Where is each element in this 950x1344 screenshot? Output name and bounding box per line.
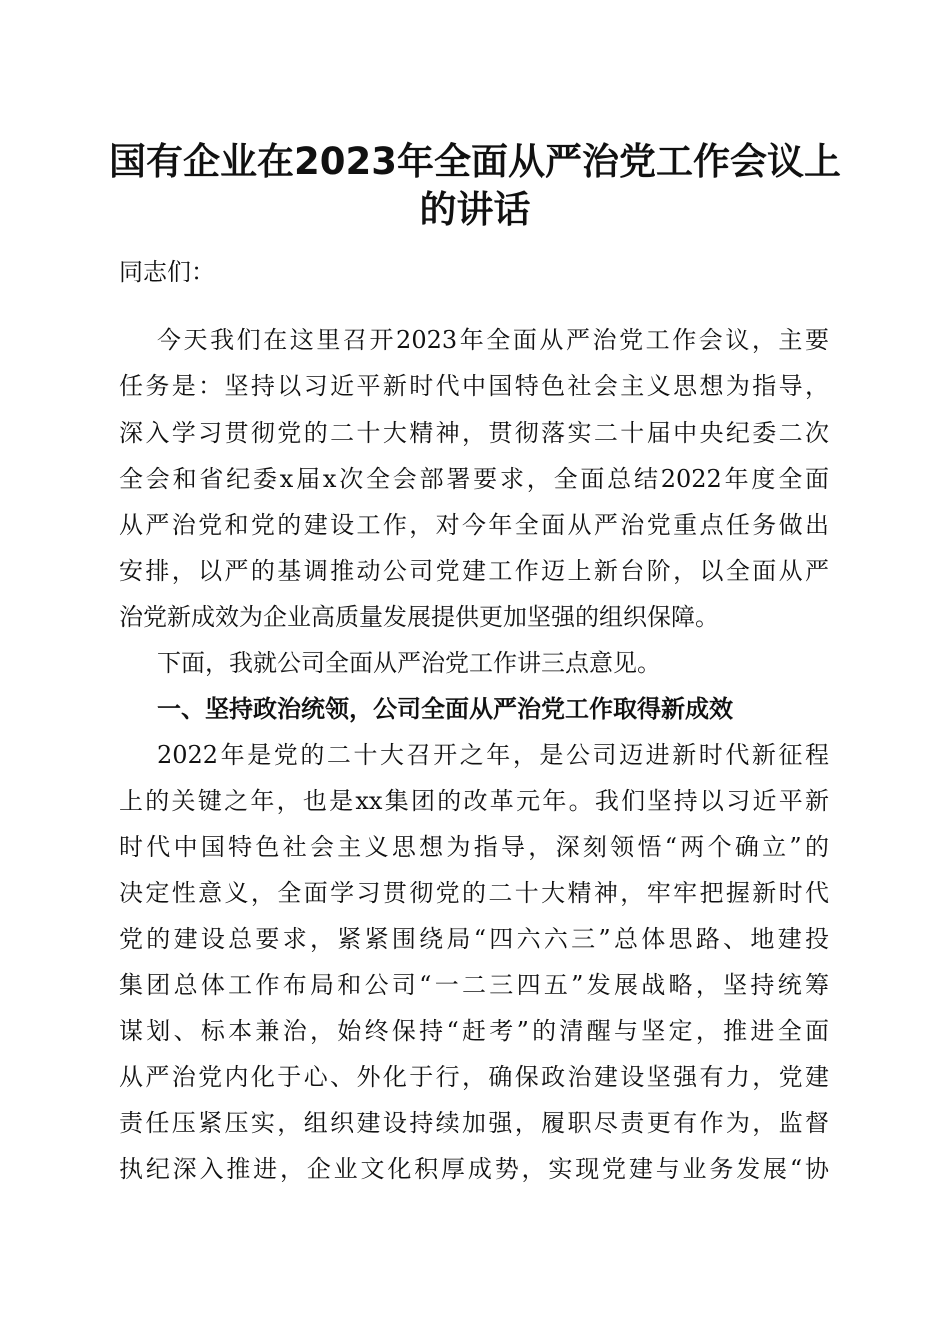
paragraph-line: 执纪深入推进，企业文化积厚成势，实现党建与业务发展“协 — [119, 1155, 829, 1183]
paragraph-line: 2022年是党的二十大召开之年，是公司迈进新时代新征程 — [157, 741, 829, 769]
paragraph-line: 时代中国特色社会主义思想为指导，深刻领悟“两个确立”的 — [119, 833, 829, 861]
paragraph-line: 从严治党和党的建设工作，对今年全面从严治党重点任务做出 — [119, 511, 829, 539]
section-heading: 一、坚持政治统领，公司全面从严治党工作取得新成效 — [157, 695, 733, 723]
paragraph-line: 全会和省纪委x届x次全会部署要求，全面总结2022年度全面 — [119, 465, 829, 493]
paragraph-line: 上的关键之年，也是xx集团的改革元年。我们坚持以习近平新 — [119, 787, 829, 815]
paragraph-line: 集团总体工作布局和公司“一二三四五”发展战略，坚持统筹 — [119, 971, 829, 999]
paragraph-line: 今天我们在这里召开2023年全面从严治党工作会议，主要 — [157, 326, 829, 354]
paragraph-line: 决定性意义，全面学习贯彻党的二十大精神，牢牢把握新时代 — [119, 879, 829, 907]
paragraph-line: 安排，以严的基调推动公司党建工作迈上新台阶，以全面从严 — [119, 557, 829, 585]
paragraph-line: 责任压紧压实，组织建设持续加强，履职尽责更有作为，监督 — [119, 1109, 829, 1137]
paragraph-line: 从严治党内化于心、外化于行，确保政治建设坚强有力，党建 — [119, 1063, 829, 1091]
paragraph-line: 下面，我就公司全面从严治党工作讲三点意见。 — [157, 649, 661, 677]
paragraph-line: 深入学习贯彻党的二十大精神，贯彻落实二十届中央纪委二次 — [119, 419, 829, 447]
document-title-line-1: 国有企业在2023年全面从严治党工作会议上 — [109, 140, 841, 183]
document-title-line-2: 的讲话 — [419, 188, 531, 231]
paragraph-line: 任务是：坚持以习近平新时代中国特色社会主义思想为指导， — [119, 372, 829, 400]
paragraph-line: 谋划、标本兼治，始终保持“赶考”的清醒与坚定，推进全面 — [119, 1017, 829, 1045]
paragraph-line: 党的建设总要求，紧紧围绕局“四六六三”总体思路、地建投 — [119, 925, 829, 953]
paragraph-line: 治党新成效为企业高质量发展提供更加坚强的组织保障。 — [119, 603, 719, 631]
salutation: 同志们： — [119, 258, 215, 286]
